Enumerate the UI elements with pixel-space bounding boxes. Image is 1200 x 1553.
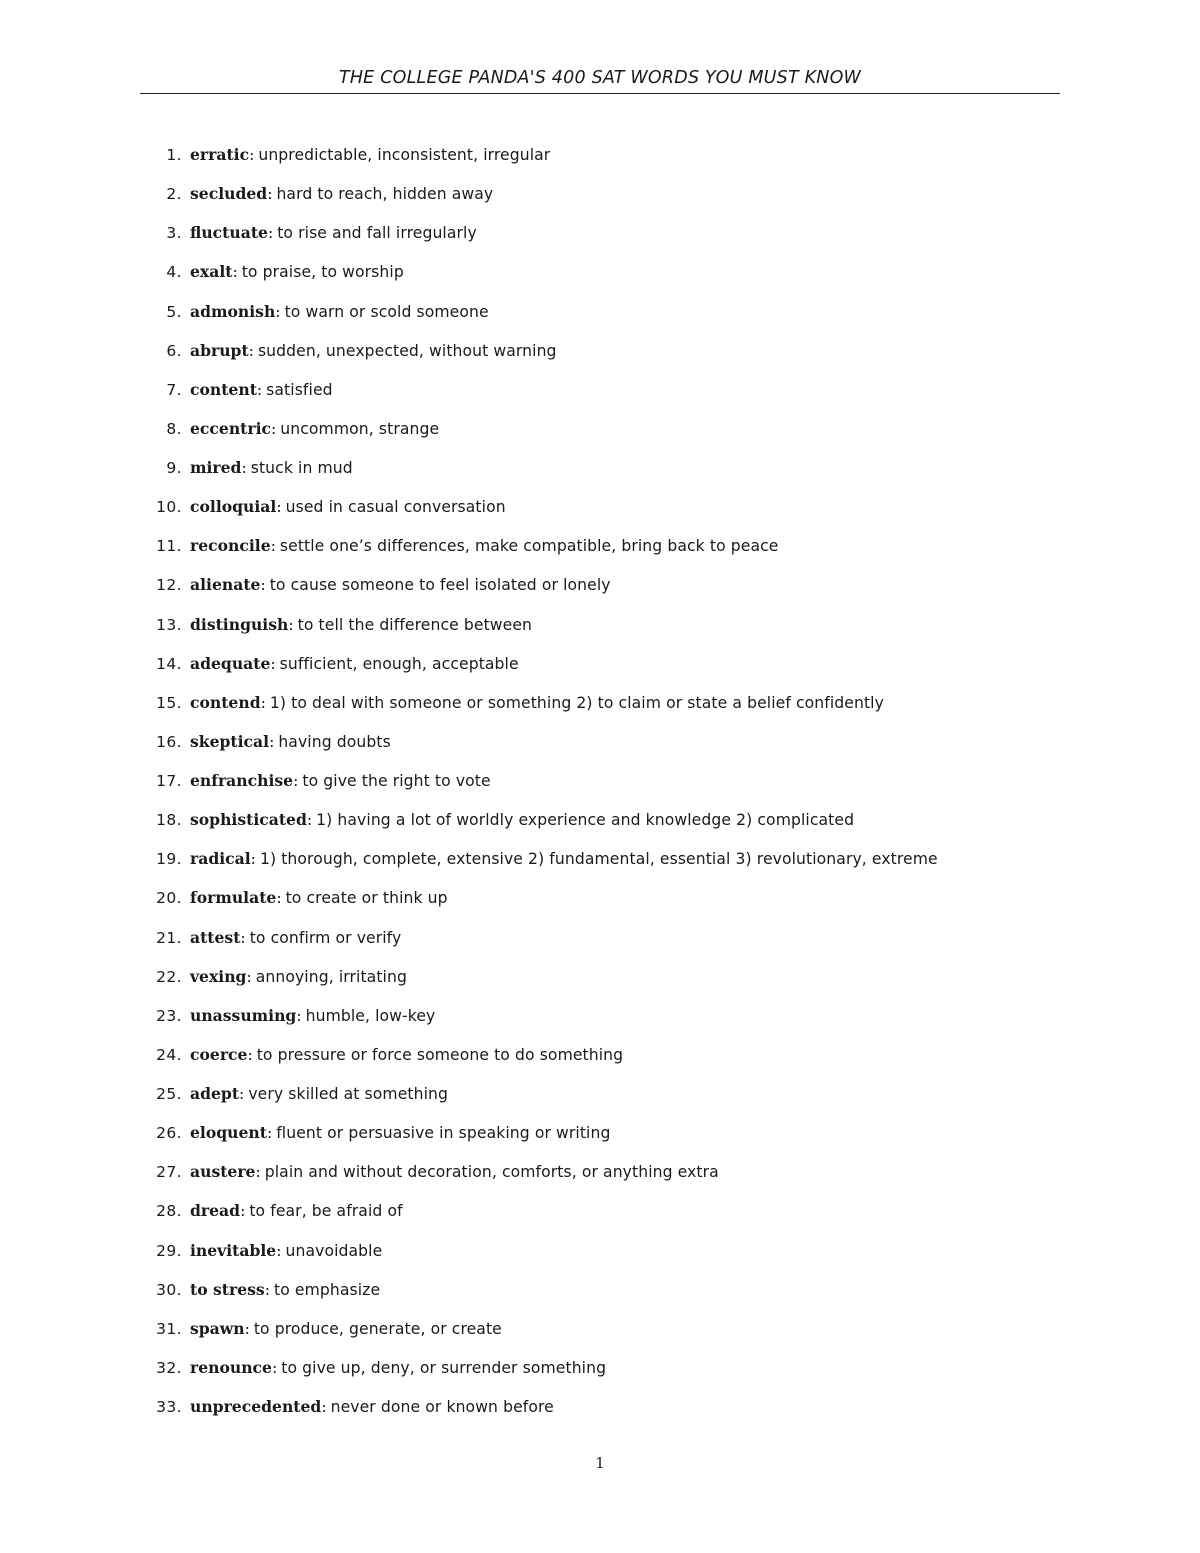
vocab-entry — [140, 1077, 1040, 1116]
entry-colon: : — [246, 967, 252, 986]
vocab-entry — [140, 960, 1040, 999]
entry-number: 9. — [166, 459, 182, 477]
entry-term: alienate — [190, 575, 261, 595]
vocab-entry — [140, 764, 1040, 803]
vocabulary-list — [140, 138, 1040, 1429]
entry-definition: annoying, irritating — [255, 967, 407, 986]
entry-colon: : — [256, 380, 263, 399]
entry-term: mired — [190, 458, 242, 477]
entry-colon: : — [241, 459, 247, 477]
vocab-entry — [140, 803, 1040, 842]
entry-number: 23. — [156, 1006, 182, 1025]
entry-term: renounce — [190, 1357, 272, 1377]
entry-colon: : — [239, 1085, 245, 1103]
vocab-entry — [140, 725, 1040, 764]
entry-term: fluctuate — [190, 223, 268, 243]
entry-number: 1. — [166, 146, 182, 164]
entry-term: adept — [190, 1084, 240, 1103]
entry-term: adequate — [190, 653, 271, 673]
entry-term: unassuming — [190, 1005, 297, 1025]
entry-colon: : — [247, 1045, 253, 1064]
vocab-entry — [140, 1312, 1040, 1351]
vocab-entry — [140, 647, 1040, 686]
vocab-entry — [140, 1116, 1040, 1155]
vocab-entry — [140, 608, 1040, 647]
entry-colon: : — [260, 693, 266, 712]
entry-term: colloquial — [190, 497, 277, 517]
entry-term: contend — [190, 692, 261, 712]
vocab-entry — [140, 686, 1040, 725]
entry-definition: plain and without decoration, comforts, or anything extra — [264, 1163, 719, 1182]
vocab-entry — [140, 138, 1040, 177]
entry-term: eloquent — [190, 1123, 267, 1143]
entry-colon: : — [267, 224, 274, 243]
vocab-entry — [140, 1155, 1040, 1194]
entry-colon: : — [296, 1006, 302, 1025]
entry-colon: : — [321, 1398, 327, 1416]
entry-number: 33. — [156, 1398, 182, 1416]
entry-colon: : — [270, 654, 276, 673]
entry-number: 18. — [156, 811, 182, 830]
entry-colon: : — [293, 772, 299, 790]
entry-term: unprecedented — [190, 1397, 322, 1416]
entry-number: 32. — [156, 1358, 182, 1377]
vocab-entry — [140, 842, 1040, 881]
entry-definition: humble, low-key — [305, 1006, 436, 1025]
entry-number: 27. — [156, 1163, 182, 1182]
entry-number: 8. — [166, 419, 182, 438]
vocab-entry — [140, 529, 1040, 568]
entry-number: 2. — [166, 185, 182, 204]
entry-definition: to create or think up — [285, 889, 448, 908]
entry-colon: : — [269, 732, 275, 751]
entry-colon: : — [264, 1280, 270, 1299]
entry-number: 26. — [156, 1124, 182, 1143]
vocab-entry — [140, 1273, 1040, 1312]
entry-definition: stuck in mud — [250, 459, 353, 477]
entry-definition: sufficient, enough, acceptable — [279, 654, 519, 673]
entry-term: austere — [190, 1162, 256, 1182]
entry-definition: to praise, to worship — [241, 263, 404, 282]
vocab-entry — [140, 216, 1040, 255]
entry-term: eccentric — [190, 418, 272, 438]
vocab-entry — [140, 999, 1040, 1038]
entry-colon: : — [232, 263, 238, 282]
entry-number: 12. — [156, 576, 182, 595]
entry-term: inevitable — [190, 1240, 277, 1260]
entry-colon: : — [240, 1202, 246, 1221]
vocab-entry — [140, 373, 1040, 412]
entry-colon: : — [244, 1319, 250, 1338]
entry-number: 16. — [156, 732, 182, 751]
entry-number: 6. — [166, 341, 182, 360]
vocab-entry — [140, 1390, 1040, 1429]
vocab-entry — [140, 1038, 1040, 1077]
entry-definition: never done or known before — [330, 1398, 554, 1416]
vocab-entry — [140, 490, 1040, 529]
entry-definition: to give up, deny, or surrender something — [281, 1358, 607, 1377]
entry-number: 30. — [156, 1280, 182, 1299]
vocab-entry — [140, 412, 1040, 451]
entry-colon: : — [271, 419, 277, 438]
entry-colon: : — [288, 615, 294, 634]
entry-number: 29. — [156, 1241, 182, 1260]
entry-colon: : — [276, 1241, 282, 1260]
entry-definition: to rise and fall irregularly — [277, 224, 477, 243]
entry-definition: unavoidable — [285, 1241, 383, 1260]
entry-term: dread — [190, 1201, 241, 1221]
entry-number: 21. — [156, 928, 182, 947]
entry-definition: unpredictable, inconsistent, irregular — [258, 146, 551, 164]
entry-number: 7. — [166, 380, 182, 399]
entry-number: 15. — [156, 693, 182, 712]
running-header-title: THE COLLEGE PANDA'S 400 SAT WORDS YOU MUST KNOW — [338, 68, 862, 88]
entry-number: 22. — [156, 967, 182, 986]
entry-term: abrupt — [190, 340, 249, 360]
entry-definition: to produce, generate, or create — [253, 1319, 502, 1338]
entry-number: 31. — [156, 1319, 182, 1338]
entry-definition: sudden, unexpected, without warning — [257, 341, 557, 360]
entry-definition: 1) to deal with someone or something 2) to claim or state a belief confidently — [269, 693, 884, 712]
entry-colon: : — [240, 928, 246, 947]
entry-definition: settle one’s differences, make compatible, bring back to peace — [279, 537, 779, 556]
entry-colon: : — [248, 341, 254, 360]
entry-definition: to fear, be afraid of — [249, 1202, 403, 1221]
entry-definition: uncommon, strange — [280, 419, 440, 438]
entry-definition: to warn or scold someone — [284, 302, 489, 321]
entry-term: erratic — [190, 145, 250, 164]
entry-definition: having doubts — [278, 732, 391, 751]
entry-colon: : — [249, 146, 255, 164]
entry-definition: to emphasize — [273, 1280, 381, 1299]
entry-number: 3. — [166, 224, 182, 243]
entry-colon: : — [267, 185, 273, 204]
entry-definition: hard to reach, hidden away — [276, 185, 494, 204]
entry-colon: : — [276, 889, 282, 908]
entry-term: formulate — [190, 888, 277, 908]
entry-colon: : — [255, 1163, 261, 1182]
entry-term: admonish — [190, 301, 276, 321]
entry-term: skeptical — [190, 731, 270, 751]
vocab-entry — [140, 568, 1040, 607]
entry-colon: : — [275, 302, 281, 321]
vocab-entry — [140, 255, 1040, 294]
entry-definition: used in casual conversation — [285, 498, 506, 517]
vocab-entry — [140, 1351, 1040, 1390]
entry-term: distinguish — [190, 614, 289, 634]
entry-term: content — [190, 379, 257, 399]
entry-number: 17. — [156, 772, 182, 790]
entry-colon: : — [260, 576, 266, 595]
entry-term: secluded — [190, 184, 268, 204]
entry-term: vexing — [190, 966, 247, 986]
entry-colon: : — [306, 811, 313, 830]
vocab-entry — [140, 177, 1040, 216]
entry-definition: 1) having a lot of worldly experience and knowledge 2) complicated — [316, 811, 855, 830]
entry-number: 20. — [156, 889, 182, 908]
vocab-entry — [140, 1234, 1040, 1273]
entry-term: spawn — [190, 1318, 245, 1338]
entry-colon: : — [271, 1358, 278, 1377]
vocab-entry — [140, 295, 1040, 334]
vocab-entry — [140, 334, 1040, 373]
entry-colon: : — [250, 850, 256, 869]
entry-term: attest — [190, 927, 241, 947]
entry-definition: 1) thorough, complete, extensive 2) fundamental, essential 3) revolutionary, extreme — [259, 850, 938, 869]
vocab-entry — [140, 921, 1040, 960]
entry-number: 14. — [156, 654, 182, 673]
entry-definition: to confirm or verify — [249, 928, 402, 947]
entry-definition: to cause someone to feel isolated or lonely — [269, 576, 611, 595]
entry-number: 5. — [166, 302, 182, 321]
entry-term: coerce — [190, 1044, 248, 1064]
entry-number: 24. — [156, 1045, 182, 1064]
entry-colon: : — [266, 1124, 273, 1143]
entry-colon: : — [276, 498, 282, 517]
entry-colon: : — [270, 537, 276, 556]
entry-number: 25. — [156, 1085, 182, 1103]
entry-number: 10. — [156, 498, 182, 517]
entry-definition: very skilled at something — [248, 1085, 449, 1103]
entry-definition: satisfied — [266, 380, 333, 399]
entry-definition: fluent or persuasive in speaking or writing — [276, 1124, 611, 1143]
vocab-entry — [140, 451, 1040, 490]
entry-term: exalt — [190, 262, 233, 282]
entry-definition: to pressure or force someone to do something — [256, 1045, 624, 1064]
entry-definition: to tell the difference between — [297, 615, 533, 634]
entry-term: enfranchise — [190, 771, 294, 790]
entry-number: 28. — [156, 1202, 182, 1221]
vocab-entry — [140, 881, 1040, 920]
entry-number: 13. — [156, 615, 182, 634]
entry-term: to stress — [190, 1279, 265, 1299]
entry-term: radical — [190, 849, 251, 869]
page-header — [140, 64, 1060, 94]
entry-definition: to give the right to vote — [302, 772, 491, 790]
vocab-entry — [140, 1194, 1040, 1233]
entry-term: reconcile — [190, 536, 271, 556]
entry-number: 11. — [156, 537, 182, 556]
entry-number: 4. — [166, 263, 182, 282]
entry-number: 19. — [156, 850, 182, 869]
entry-term: sophisticated — [190, 810, 307, 830]
page-number: 1 — [595, 1454, 605, 1472]
